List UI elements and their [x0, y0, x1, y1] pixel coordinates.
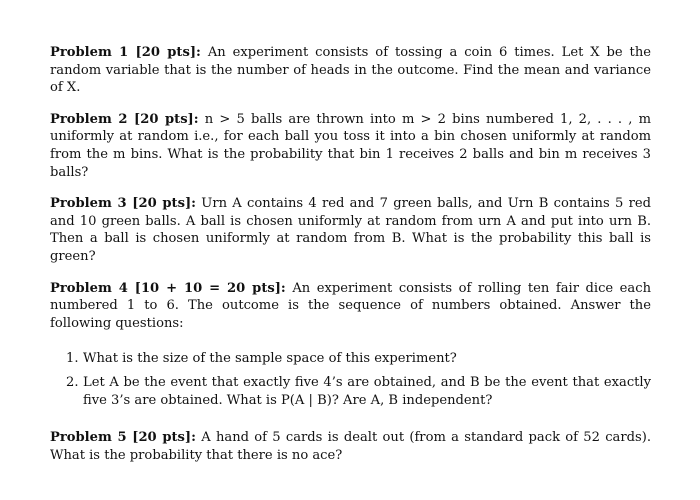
problem-sheet: [50, 44, 651, 478]
question-number: 2.: [66, 374, 79, 390]
problem-4-intro: [50, 280, 651, 333]
problem-1: [50, 44, 651, 97]
problem-3-heading: Problem 3 [20 pts]:: [50, 196, 196, 212]
problem-5-text: A hand of 5 cards is dealt out (from a standard pack of 52 cards). What is the probability that there is no ace?: [50, 430, 651, 463]
question-text: What is the size of the sample space of this experiment?: [83, 351, 457, 367]
problem-2: [50, 111, 651, 181]
problem-2-heading: Problem 2 [20 pts]:: [50, 111, 199, 127]
problem-4-text: An experiment consists of rolling ten fair dice each numbered 1 to 6. The outcome is the sequence of numbers obtained. Answer the following questions:: [50, 280, 652, 331]
problem-1-heading: Problem 1 [20 pts]:: [50, 45, 201, 60]
problem-5: [50, 429, 651, 464]
problem-3: [50, 195, 651, 265]
problem-4: [50, 280, 651, 410]
problem-5-heading: Problem 5 [20 pts]:: [50, 430, 196, 446]
question-text: Let A be the event that exactly five 4’s are obtained, and B be the event that exactly five 3’s are obtained. What is P(A | B)? Are A, B independent?: [83, 374, 651, 408]
question-number: 1.: [66, 351, 79, 367]
list-item: [50, 374, 651, 409]
problem-2-text: n > 5 balls are thrown into m > 2 bins numbered 1, 2, . . . , m uniformly at random i.e., for each ball you toss it into a bin chosen uniformly at random from the m bins. What is the probability that bin 1 receives 2 balls and bin m receives 3 balls?: [50, 111, 651, 180]
problem-4-heading: Problem 4 [10 + 10 = 20 pts]:: [50, 280, 286, 296]
list-item: [50, 350, 651, 368]
problem-4-questions: [50, 350, 651, 409]
problem-1-text: An experiment consists of tossing a coin 6 times. Let X be the random variable that is the number of heads in the outcome. Find the mean and variance of X.: [50, 45, 651, 96]
problem-3-text: Urn A contains 4 red and 7 green balls, and Urn B contains 5 red and 10 green balls. A ball is chosen uniformly at random from urn A and put into urn B. Then a ball is chosen uniformly at random from B. What is the probability this ball is green?: [50, 196, 651, 264]
